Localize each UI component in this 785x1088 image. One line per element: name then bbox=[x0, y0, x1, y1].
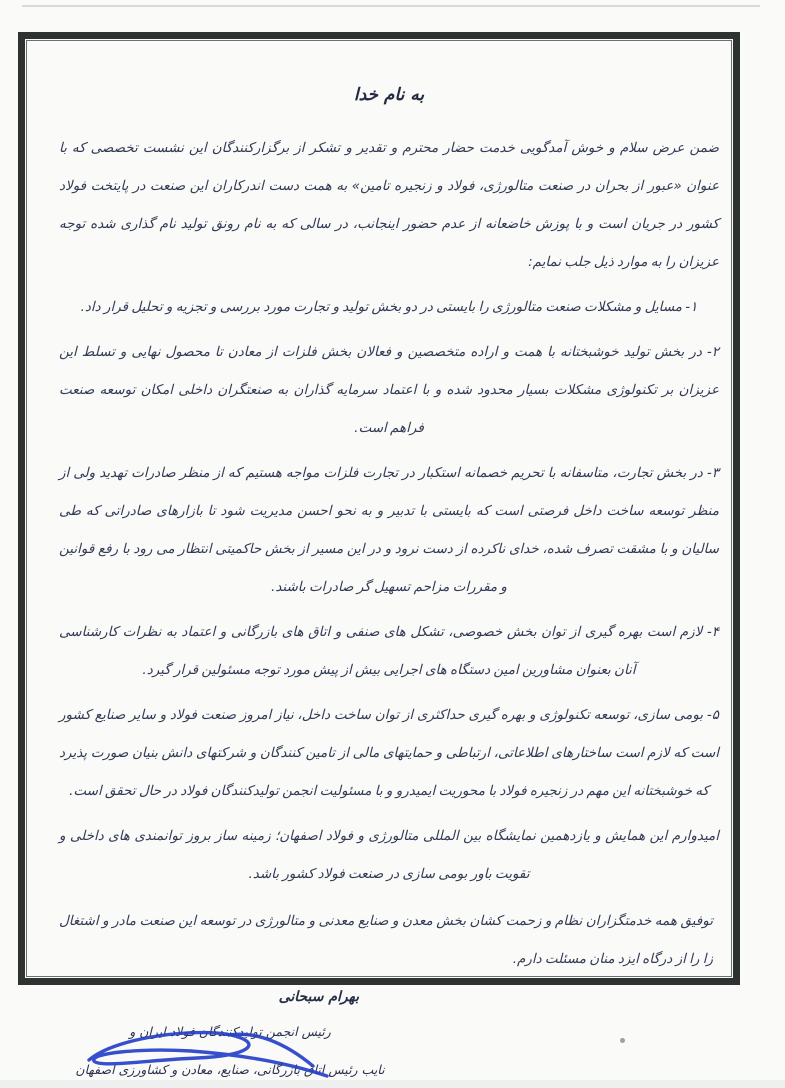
item-text-5: بومی سازی، توسعه تکنولوژی و بهره گیری حداکثری از توان ساخت داخل، نیاز امروز صنعت فولاد و سایر صنایع کشور است که لازم است ساختارهای اطلاعاتی، ارتباطی و حمایتهای مالی از تامین کنندگان و شرکتهای دانش بنیان صورت پذیرد که خوشبختانه این مهم در زنجیره فولاد با محوریت ایمیدرو و با مسئولیت انجمن تولیدکنندگان فولاد در حال تحقق است. bbox=[59, 707, 719, 799]
signatory-title-primary: رئیس انجمن تولیدکنندگان فولاد ایران و bbox=[129, 1024, 331, 1039]
closing-paragraph: توفیق همه خدمتگزاران نظام و زحمت کشان بخش معدن و صنایع معدنی و متالورژی در توسعه این صنعت مادر و اشتغال زا را از درگاه ایزد منان مسئلت دارم. bbox=[59, 913, 713, 967]
item-number-5: ۵- bbox=[706, 707, 719, 723]
signatory-name: بهرام سبحانی bbox=[278, 989, 359, 1005]
item-paragraph-2 bbox=[59, 333, 719, 447]
item-text-2: در بخش تولید خوشبختانه با همت و اراده متخصصین و فعالان بخش فلزات از معادن تا محصول نهایی و تسلط این عزیزان بر تکنولوژی مشکلات بسیار محدود شده و با اعتماد سرمایه گذاران به صنعتگران داخلی امکان توسعه صنعت فراهم است. bbox=[59, 344, 719, 436]
letter-frame bbox=[18, 32, 740, 1077]
scan-artifact-line bbox=[22, 5, 760, 7]
item-text-3: در بخش تجارت، متاسفانه با تحریم خصمانه استکبار در تجارت فلزات مواجه هستیم که از منظر صادرات تهدید ولی از منظر توسعه ساخت داخل فرصتی است که بایستی با تدبیر و به نحو احسن مدیریت شود تا بازارهای صادراتی که طی سالیان و با مشقت تصرف شده، خدای ناکرده از دست نرود و در این مسیر از بخش حاکمیتی انتظار می رود با رفع قوانین و مقررات مزاحم تسهیل گر صادرات باشند. bbox=[59, 465, 719, 595]
item-number-1: ۱- bbox=[685, 299, 698, 315]
hope-paragraph: امیدوارم این همایش و یازدهمین نمایشگاه بین المللی متالورژی و فولاد اصفهان؛ زمینه ساز بروز توانمندی های داخلی و تقویت باور بومی سازی در صنعت فولاد کشور باشد. bbox=[59, 828, 719, 882]
item-number-4: ۴- bbox=[706, 624, 719, 640]
item-paragraph-5 bbox=[59, 696, 719, 810]
item-text-1: مسایل و مشکلات صنعت متالورژی را بایستی در دو بخش تولید و تجارت مورد بررسی و تجزیه و تحلیل قرار داد. bbox=[80, 299, 682, 315]
signatory-title-secondary: نایب رئیس اتاق بازرگانی، صنایع، معادن و کشاورزی اصفهان bbox=[75, 1062, 385, 1077]
item-number-3: ۳- bbox=[706, 465, 719, 481]
item-number-2: ۲- bbox=[706, 344, 719, 360]
scan-artifact-dot bbox=[620, 1038, 625, 1043]
letter-content bbox=[29, 43, 729, 1077]
intro-paragraph: ضمن عرض سلام و خوش آمدگویی خدمت حضار محترم و تقدیر و تشکر از برگزارکنندگان این نشست تخصصی که با عنوان «عبور از بحران در صنعت متالورژی، فولاد و زنجیره تامین» به همت دست اندرکاران این صنعت در پایتخت فولاد کشور در جریان است و با پوزش خاضعانه از عدم حضور اینجانب، در سالی که به نام رونق تولید نام گذاری شده توجه عزیزان را به موارد ذیل جلب نمایم: bbox=[59, 140, 719, 270]
signature-block bbox=[65, 986, 395, 1080]
item-paragraph-1 bbox=[59, 288, 719, 326]
item-text-4: لازم است بهره گیری از توان بخش خصوصی، تشکل های صنفی و اتاق های بازرگانی و اعتماد به نظرات کارشناسی آنان بعنوان مشاورین امین دستگاه های اجرایی بیش از پیش مورد توجه مسئولین قرار گیرد. bbox=[59, 624, 703, 678]
item-paragraph-4 bbox=[59, 613, 719, 689]
item-paragraph-3 bbox=[59, 454, 719, 606]
bismillah-heading: به نام خدا bbox=[353, 85, 425, 105]
